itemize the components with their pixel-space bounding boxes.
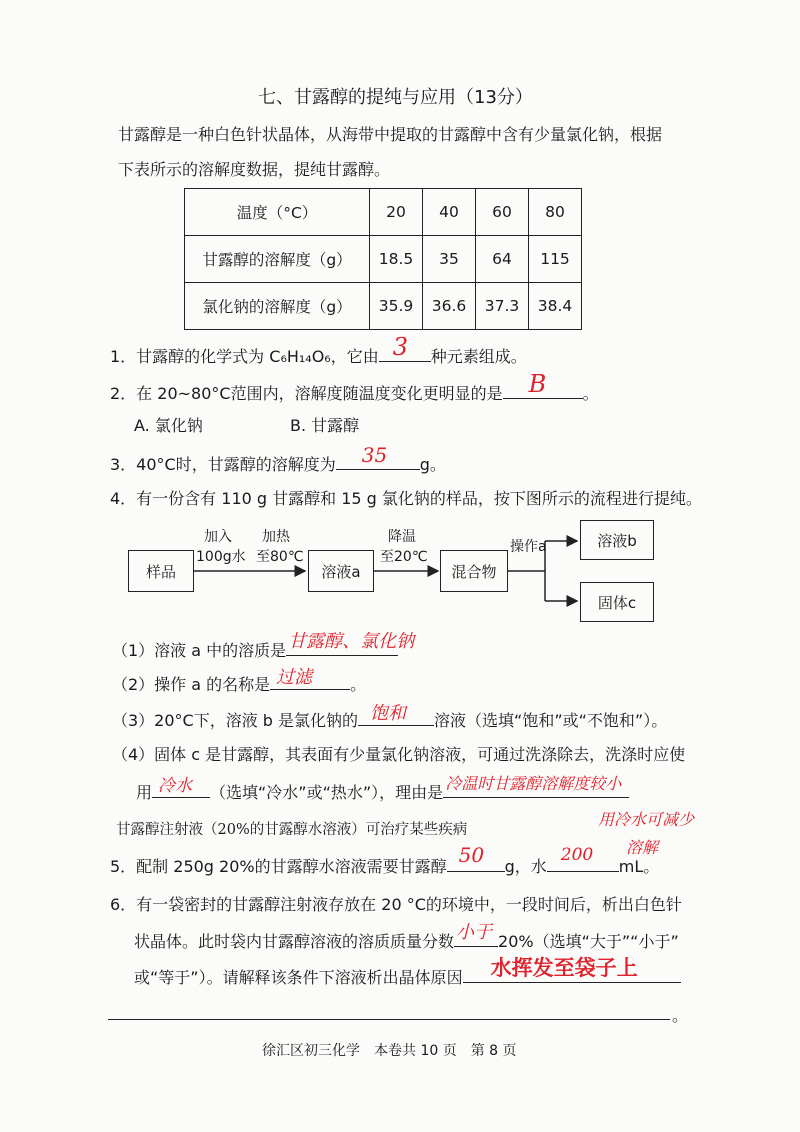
q6-answer-2: 水挥发至袋子上 (490, 955, 638, 980)
q3-text-end: g。 (419, 455, 446, 474)
page-footer: 徐汇区初三化学 本卷共 10 页 第 8 页 (262, 1043, 517, 1059)
q4-sub1-answer: 甘露醇、氯化钠 (288, 631, 415, 652)
flow-solution-a-box: 溶液a (308, 550, 374, 592)
flow-sample-box: 样品 (128, 550, 194, 592)
table-cell: 60 (476, 189, 529, 236)
q1-text: 1．甘露醇的化学式为 C₆H₁₄O₆，它由 (110, 347, 379, 366)
q5-answer1-blank[interactable] (447, 843, 505, 872)
q6-answer2-blank[interactable] (463, 955, 681, 983)
q5-answer2-blank[interactable] (547, 845, 619, 872)
question-4: 4．有一份含有 110 g 甘露醇和 15 g 氯化钠的样品，按下图所示的流程进行提纯。 (110, 489, 702, 508)
q5-answer-1: 50 (458, 843, 485, 867)
q2-text: 2．在 20~80°C范围内，溶解度随温度变化更明显的是 (110, 384, 503, 403)
q4-sub2-text-end: 。 (350, 675, 367, 694)
q4-sub4-reason-line1: 冷温时甘露醇溶解度较小 (445, 774, 622, 793)
q4-sub4-text: 用 (136, 783, 153, 802)
flow-step1-bottom: 100g水 (196, 549, 246, 565)
q4-sub4-answer: 冷水 (158, 776, 193, 796)
q4-sub4-reason-line3: 溶解 (626, 838, 659, 857)
q4-sub3 (112, 703, 668, 731)
q5-text-mid: g，水 (504, 857, 547, 876)
q2-option-a: A. 氯化钠 (134, 416, 203, 435)
q4-sub4-line1: （4）固体 c 是甘露醇，其表面有少量氯化钠溶液，可通过洗涤除去，洗涤时应使 (112, 745, 686, 764)
table-header-label: 温度（°C） (185, 189, 370, 236)
q1-answer: 3 (392, 333, 409, 361)
q4-sub2-answer-blank[interactable] (270, 667, 350, 690)
q5-text: 5．配制 250g 20%的甘露醇水溶液需要甘露醇 (110, 857, 447, 876)
flow-mixture-box: 混合物 (440, 550, 508, 592)
table-cell: 18.5 (370, 236, 423, 283)
table-cell: 80 (529, 189, 582, 236)
q4-sub3-answer-blank[interactable] (358, 703, 434, 726)
q4-sub3-answer: 饱和 (370, 703, 407, 724)
q4-sub3-text: （3）20°C下，溶液 b 是氯化钠的 (112, 711, 359, 730)
injection-note: 甘露醇注射液（20%的甘露醇水溶液）可治疗某些疾病 (116, 822, 468, 838)
flow-step2-bottom: 至80℃ (256, 549, 304, 565)
q4-sub4-reason-blank[interactable] (443, 774, 629, 798)
q4-sub4-text-mid: （选填“冷水”或“热水”），理由是 (210, 783, 444, 802)
q6-line3-text: 或“等于”）。请解释该条件下溶液析出晶体原因 (134, 968, 463, 987)
flow-step1-top: 加入 (204, 529, 232, 545)
table-cell: 35 (423, 236, 476, 283)
intro-line-1: 甘露醇是一种白色针状晶体，从海带中提取的甘露醇中含有少量氯化钠，根据 (118, 125, 663, 144)
q4-sub4-answer-blank[interactable] (152, 776, 210, 798)
table-cell: 37.3 (476, 283, 529, 330)
q2-answer: B (528, 370, 547, 398)
q3-text: 3．40°C时，甘露醇的溶解度为 (110, 455, 336, 474)
q4-sub1-text: （1）溶液 a 中的溶质是 (112, 641, 287, 660)
flow-step2-top: 加热 (262, 529, 290, 545)
table-row-label: 氯化钠的溶解度（g） (185, 283, 370, 330)
table-cell: 35.9 (370, 283, 423, 330)
table-cell: 40 (423, 189, 476, 236)
section-title: 七、甘露醇的提纯与应用（13分） (258, 87, 533, 108)
q6-answer-1: 小于 (456, 922, 493, 943)
q4-sub2-answer: 过滤 (276, 667, 313, 688)
q5-answer-2: 200 (560, 845, 594, 865)
flow-solution-b-box: 溶液b (580, 520, 654, 560)
table-cell: 115 (529, 236, 582, 283)
q6-answer1-blank[interactable] (454, 922, 498, 947)
flow-operation-a: 操作a (510, 539, 547, 555)
q4-sub1-answer-blank[interactable] (286, 631, 415, 656)
table-cell: 20 (370, 189, 423, 236)
q1-text-end: 种元素组成。 (430, 347, 527, 366)
flow-step3-bottom: 至20℃ (380, 549, 428, 565)
q4-sub4-line2 (136, 774, 629, 803)
question-6-line1: 6．有一袋密封的甘露醇注射液存放在 20 °C的环境中，一段时间后，析出白色针 (110, 895, 682, 914)
intro-line-2: 下表所示的溶解度数据，提纯甘露醇。 (118, 160, 391, 179)
q2-text-end: 。 (582, 384, 599, 403)
q5-text-end: mL。 (618, 857, 660, 876)
q3-answer: 35 (361, 443, 388, 467)
q2-option-b: B. 甘露醇 (290, 416, 360, 435)
q4-sub2-text: （2）操作 a 的名称是 (112, 675, 271, 694)
table-cell: 36.6 (423, 283, 476, 330)
q4-sub3-text-end: 溶液（选填“饱和”或“不饱和”）。 (434, 711, 668, 730)
q4-sub1 (112, 631, 415, 661)
flow-step3-top: 降温 (388, 529, 416, 545)
flow-solid-c-box: 固体c (580, 582, 654, 622)
q4-sub4-reason-line2: 用冷水可减少 (598, 810, 695, 829)
question-6-line2 (134, 922, 679, 952)
q6-end-mark: 。 (672, 1006, 689, 1025)
q6-text-end: 20%（选填“大于”“小于” (498, 932, 679, 951)
q4-sub2 (112, 667, 367, 695)
question-6-line3 (134, 955, 681, 988)
q6-answer-line-2[interactable] (108, 1019, 670, 1020)
table-cell: 38.4 (529, 283, 582, 330)
table-row-label: 甘露醇的溶解度（g） (185, 236, 370, 283)
table-cell: 64 (476, 236, 529, 283)
q6-text: 状晶体。此时袋内甘露醇溶液的溶质质量分数 (134, 932, 455, 951)
